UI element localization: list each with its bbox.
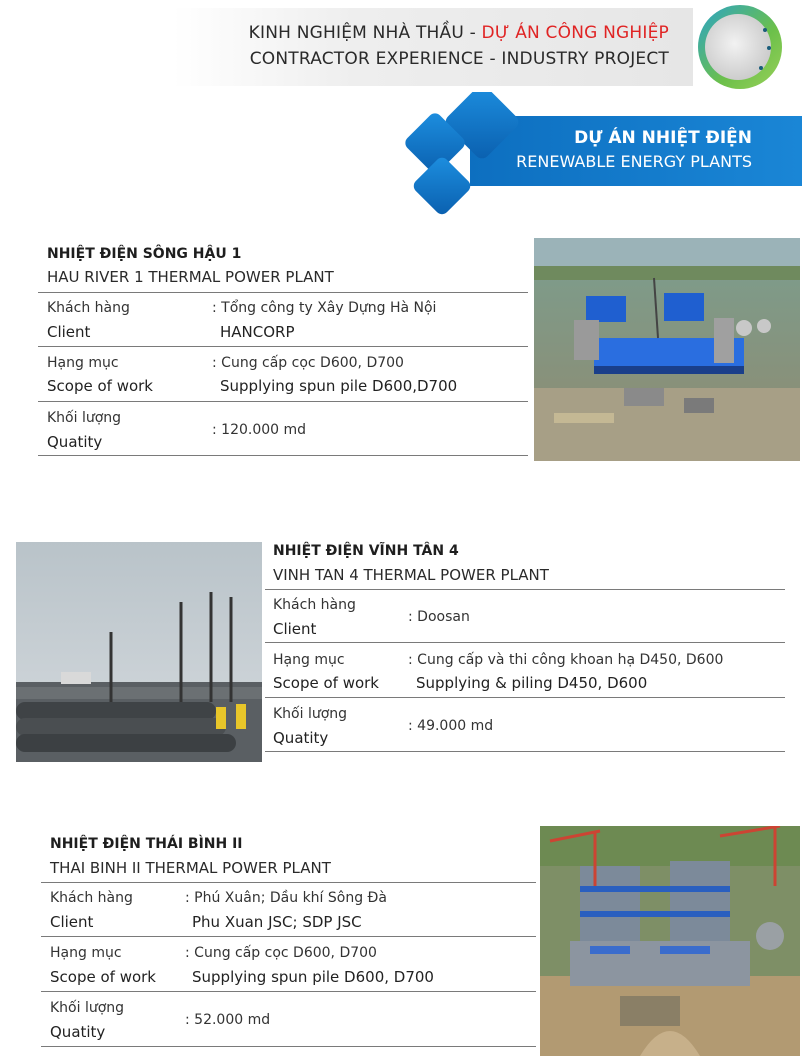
- project3-qty-label-vi: Khối lượng: [50, 1000, 125, 1016]
- section-subtitle: RENEWABLE ENERGY PLANTS: [516, 152, 752, 171]
- project3-client-label-en: Client: [50, 913, 94, 931]
- company-logo-icon: [695, 0, 785, 94]
- divider: [38, 292, 528, 293]
- divider: [38, 346, 528, 347]
- section-title: DỰ ÁN NHIỆT ĐIỆN: [574, 128, 752, 148]
- divider: [38, 401, 528, 402]
- project1-client-value-en: HANCORP: [220, 323, 295, 341]
- project3-scope-value-en: Supplying spun pile D600, D700: [192, 968, 434, 986]
- divider: [41, 991, 536, 992]
- project2-qty-value: : 49.000 md: [408, 718, 494, 734]
- divider: [265, 697, 785, 698]
- project1-qty-label-vi: Khối lượng: [47, 410, 122, 426]
- project2-photo: [16, 542, 262, 762]
- project3-scope-label-vi: Hạng mục: [50, 945, 122, 961]
- project2-qty-label-vi: Khối lượng: [273, 706, 348, 722]
- divider: [41, 882, 536, 883]
- header-title-en: CONTRACTOR EXPERIENCE - INDUSTRY PROJECT: [249, 49, 669, 69]
- project1-client-label-vi: Khách hàng: [47, 300, 130, 316]
- project2-subtitle: VINH TAN 4 THERMAL POWER PLANT: [273, 566, 549, 584]
- divider: [38, 455, 528, 456]
- project2-scope-label-en: Scope of work: [273, 674, 379, 692]
- project3-photo: [540, 826, 800, 1056]
- project2-scope-label-vi: Hạng mục: [273, 652, 345, 668]
- project1-client-value-vi: : Tổng công ty Xây Dựng Hà Nội: [212, 300, 437, 316]
- project1-client-label-en: Client: [47, 323, 91, 341]
- divider: [41, 1046, 536, 1047]
- project3-subtitle: THAI BINH II THERMAL POWER PLANT: [50, 859, 331, 877]
- project2-title: NHIỆT ĐIỆN VĨNH TÂN 4: [273, 543, 459, 559]
- project1-scope-label-vi: Hạng mục: [47, 355, 119, 371]
- project2-client-value: : Doosan: [408, 609, 470, 625]
- project3-qty-value: : 52.000 md: [185, 1012, 271, 1028]
- header-title-vi: [249, 23, 669, 43]
- project3-client-value-en: Phu Xuan JSC; SDP JSC: [192, 913, 362, 931]
- header-banner: [173, 8, 693, 86]
- project1-scope-value-vi: : Cung cấp cọc D600, D700: [212, 355, 404, 371]
- project2-client-label-en: Client: [273, 620, 317, 638]
- project1-qty-label-en: Quatity: [47, 433, 103, 451]
- diamond-decoration-icon: [386, 92, 536, 232]
- header-title-prefix: KINH NGHIỆM NHÀ THẦU -: [248, 23, 482, 43]
- project3-title: NHIỆT ĐIỆN THÁI BÌNH II: [50, 836, 243, 852]
- header-title-highlight: DỰ ÁN CÔNG NGHIỆP: [481, 23, 669, 43]
- divider: [265, 751, 785, 752]
- divider: [41, 936, 536, 937]
- project1-scope-label-en: Scope of work: [47, 377, 153, 395]
- project3-scope-value-vi: : Cung cấp cọc D600, D700: [185, 945, 377, 961]
- project1-qty-value: : 120.000 md: [212, 422, 307, 438]
- project1-subtitle: HAU RIVER 1 THERMAL POWER PLANT: [47, 268, 334, 286]
- project1-title: NHIỆT ĐIỆN SÔNG HẬU 1: [47, 246, 242, 262]
- project3-qty-label-en: Quatity: [50, 1023, 106, 1041]
- project1-photo: [534, 238, 800, 461]
- project2-client-label-vi: Khách hàng: [273, 597, 356, 613]
- divider: [265, 589, 785, 590]
- project3-scope-label-en: Scope of work: [50, 968, 156, 986]
- project1-scope-value-en: Supplying spun pile D600,D700: [220, 377, 458, 395]
- project2-scope-value-vi: : Cung cấp và thi công khoan hạ D450, D600: [408, 652, 724, 668]
- project2-qty-label-en: Quatity: [273, 729, 329, 747]
- project3-client-value-vi: : Phú Xuân; Dầu khí Sông Đà: [185, 890, 387, 906]
- project3-client-label-vi: Khách hàng: [50, 890, 133, 906]
- project2-scope-value-en: Supplying & piling D450, D600: [416, 674, 648, 692]
- divider: [265, 642, 785, 643]
